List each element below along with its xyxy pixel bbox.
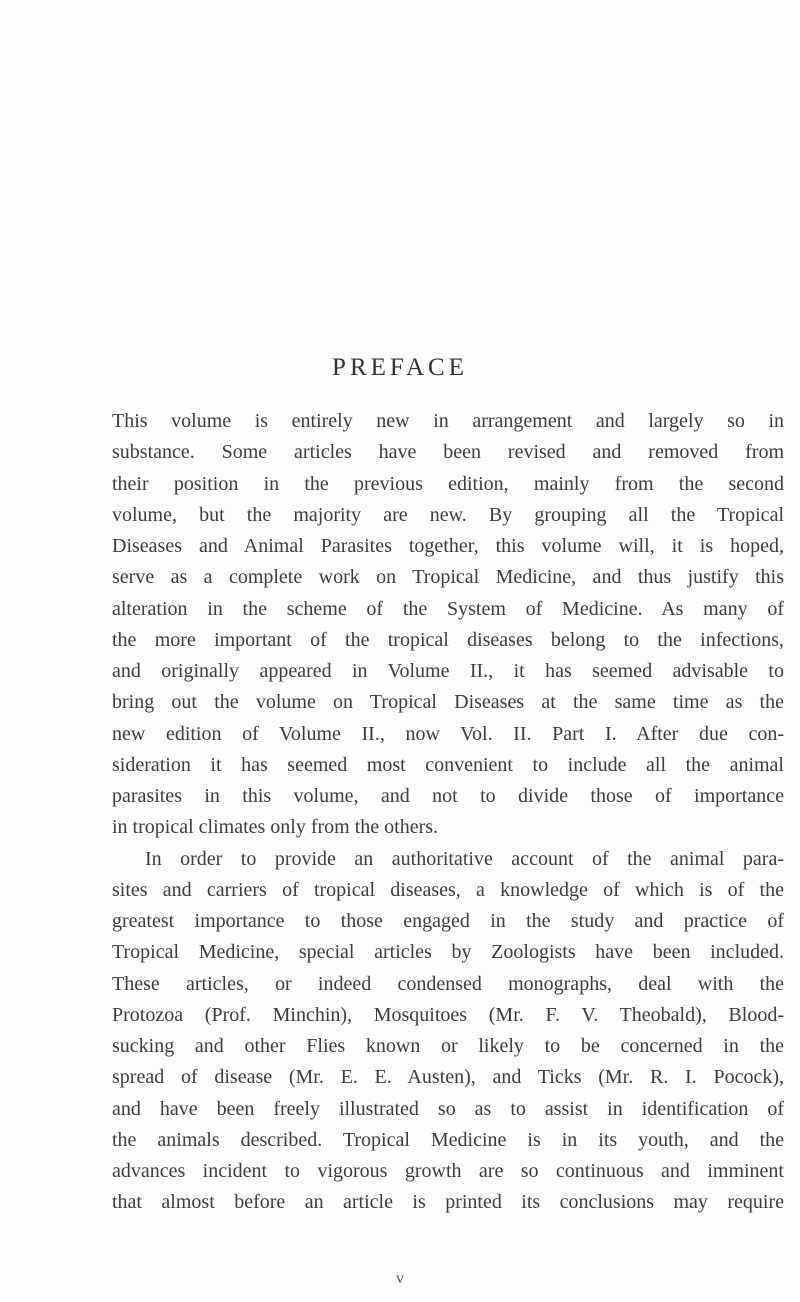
text-line: parasites in this volume, and not to divide those of importance [112, 785, 784, 807]
text-line: Protozoa (Prof. Minchin), Mosquitoes (Mr. F. V. Theobald), Blood- [112, 1003, 784, 1026]
page-number: v [396, 1270, 404, 1287]
text-line: Tropical Medicine, special articles by Zoologists have been included. [112, 941, 784, 964]
text-line: sucking and other Flies known or likely to be concerned in the [112, 1035, 784, 1057]
text-line: substance. Some articles have been revised and removed from [112, 441, 784, 464]
text-line: the animals described. Tropical Medicine is in its youth, and the [112, 1128, 784, 1151]
text-line: spread of disease (Mr. E. E. Austen), and Ticks (Mr. R. I. Pocock), [112, 1066, 784, 1089]
text-line: and originally appeared in Volume II., it has seemed advisable to [112, 660, 784, 682]
text-line: In order to provide an authoritative account of the animal para- [145, 847, 784, 870]
text-line: Diseases and Animal Parasites together, this volume will, it is hoped, [112, 535, 784, 557]
text-line: alteration in the scheme of the System of Medicine. As many of [112, 597, 784, 620]
text-line: that almost before an article is printed its conclusions may require [112, 1191, 784, 1214]
page-title: PREFACE [332, 354, 468, 381]
text-line: their position in the previous edition, mainly from the second [112, 472, 784, 495]
text-line: advances incident to vigorous growth are so continuous and imminent [112, 1160, 784, 1182]
text-line: sites and carriers of tropical diseases, a knowledge of which is of the [112, 878, 784, 901]
text-line: sideration it has seemed most convenient to include all the animal [112, 753, 784, 776]
text-line: greatest importance to those engaged in the study and practice of [112, 910, 784, 932]
text-line: bring out the volume on Tropical Diseases at the same time as the [112, 691, 784, 714]
body-text [112, 406, 796, 1219]
text-line: new edition of Volume II., now Vol. II. Part I. After due con- [112, 722, 784, 745]
text-line: These articles, or indeed condensed monographs, deal with the [112, 972, 784, 995]
text-line: and have been freely illustrated so as to assist in identification of [112, 1097, 784, 1120]
text-line: the more important of the tropical diseases belong to the infections, [112, 628, 784, 651]
text-line: serve as a complete work on Tropical Medicine, and thus justify this [112, 566, 784, 589]
text-line: volume, but the majority are new. By grouping all the Tropical [112, 503, 784, 526]
text-line: in tropical climates only from the others. [112, 816, 439, 839]
text-line: This volume is entirely new in arrangement and largely so in [112, 410, 784, 432]
